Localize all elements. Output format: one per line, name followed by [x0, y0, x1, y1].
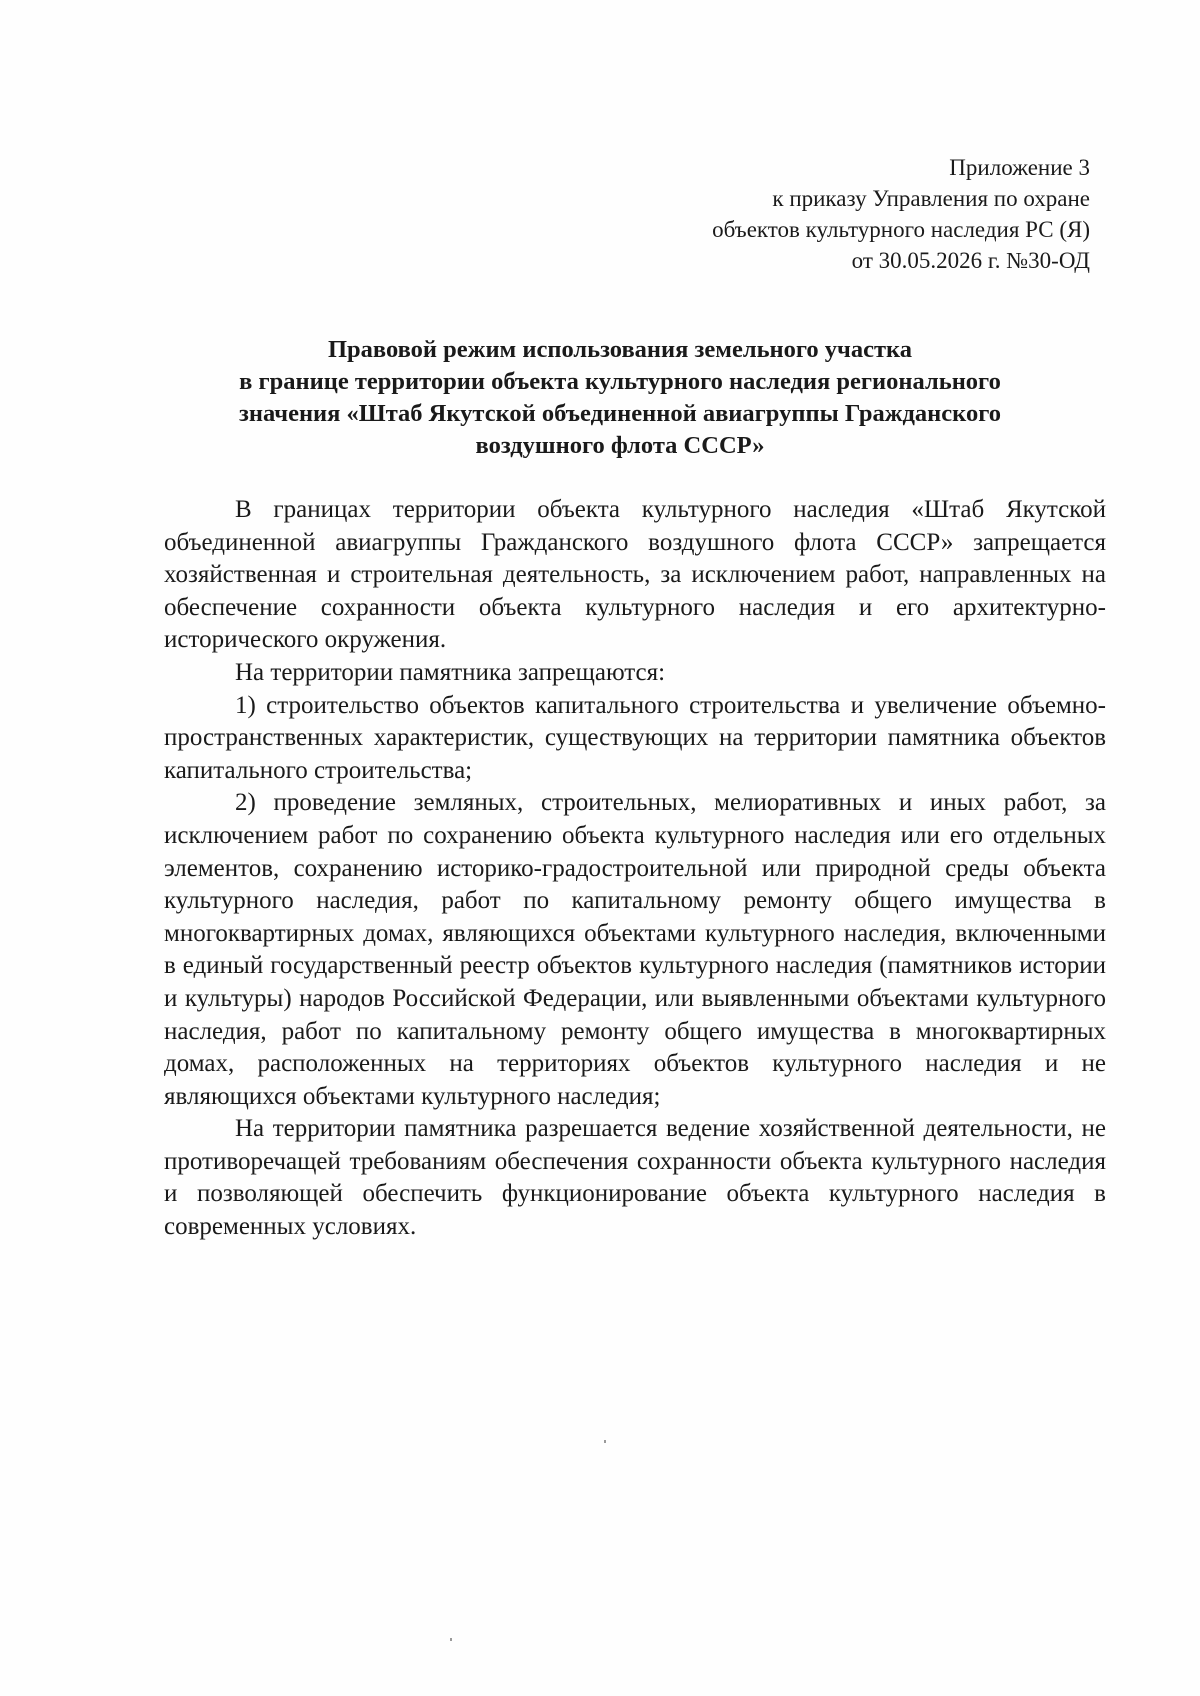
- title-line-4: воздушного флота СССР»: [475, 432, 765, 459]
- paragraph-prohibition-1: 1) строительство объектов капитального строительства и увеличение объемно-пространственных характеристик, существующих на территории памятника объектов капитального строительства;: [164, 691, 1106, 784]
- appendix-header: [570, 152, 1090, 276]
- appendix-order-ref: к приказу Управления по охране: [772, 186, 1090, 211]
- document-title: [150, 334, 1090, 462]
- paragraph-prohibitions-intro: На территории памятника запрещаются:: [235, 658, 666, 686]
- scan-speck: [450, 1638, 452, 1641]
- paragraph-prohibition-2: 2) проведение земляных, строительных, мелиоративных и иных работ, за исключением работ по сохранению объекта культурного наследия или его отдельных элементов, сохранению историко-градостроительной или природной среды объекта культурного наследия, работ по капитальному ремонту общего имущества в многоквартирных домах, являющихся объектами культурного наследия, включенными в единый государственный реестр объектов культурного наследия (памятников истории и культуры) народов Российской Федерации, или выявленными объектами культурного наследия, работ по капитальному ремонту общего имущества в многоквартирных домах, расположенных на территориях объектов культурного наследия и не являющихся объектами культурного наследия;: [164, 789, 1106, 1110]
- paragraph-permitted-activity: На территории памятника разрешается ведение хозяйственной деятельности, не противоречащей требованиям обеспечения сохранности объекта культурного наследия и позволяющей обеспечить функционирование объекта культурного наследия в современных условиях.: [164, 1115, 1106, 1241]
- paragraph-territory-restriction: В границах территории объекта культурного наследия «Штаб Якутской объединенной авиагруппы Гражданского воздушного флота СССР» запрещается хозяйственная и строительная деятельность, за исключением работ, направленных на обеспечение сохранности объекта культурного наследия и его архитектурно-исторического окружения.: [164, 496, 1106, 654]
- appendix-number: Приложение 3: [949, 155, 1090, 180]
- title-line-3: значения «Штаб Якутской объединенной авиагруппы Гражданского: [239, 400, 1001, 427]
- scan-speck: [604, 1440, 606, 1443]
- document-body: [164, 494, 1106, 1244]
- appendix-date-number: от 30.05.2026 г. №30-ОД: [851, 248, 1090, 273]
- title-line-2: в границе территории объекта культурного наследия регионального: [239, 368, 1001, 395]
- title-line-1: Правовой режим использования земельного участка: [327, 336, 913, 363]
- appendix-authority: объектов культурного наследия РС (Я): [712, 217, 1090, 242]
